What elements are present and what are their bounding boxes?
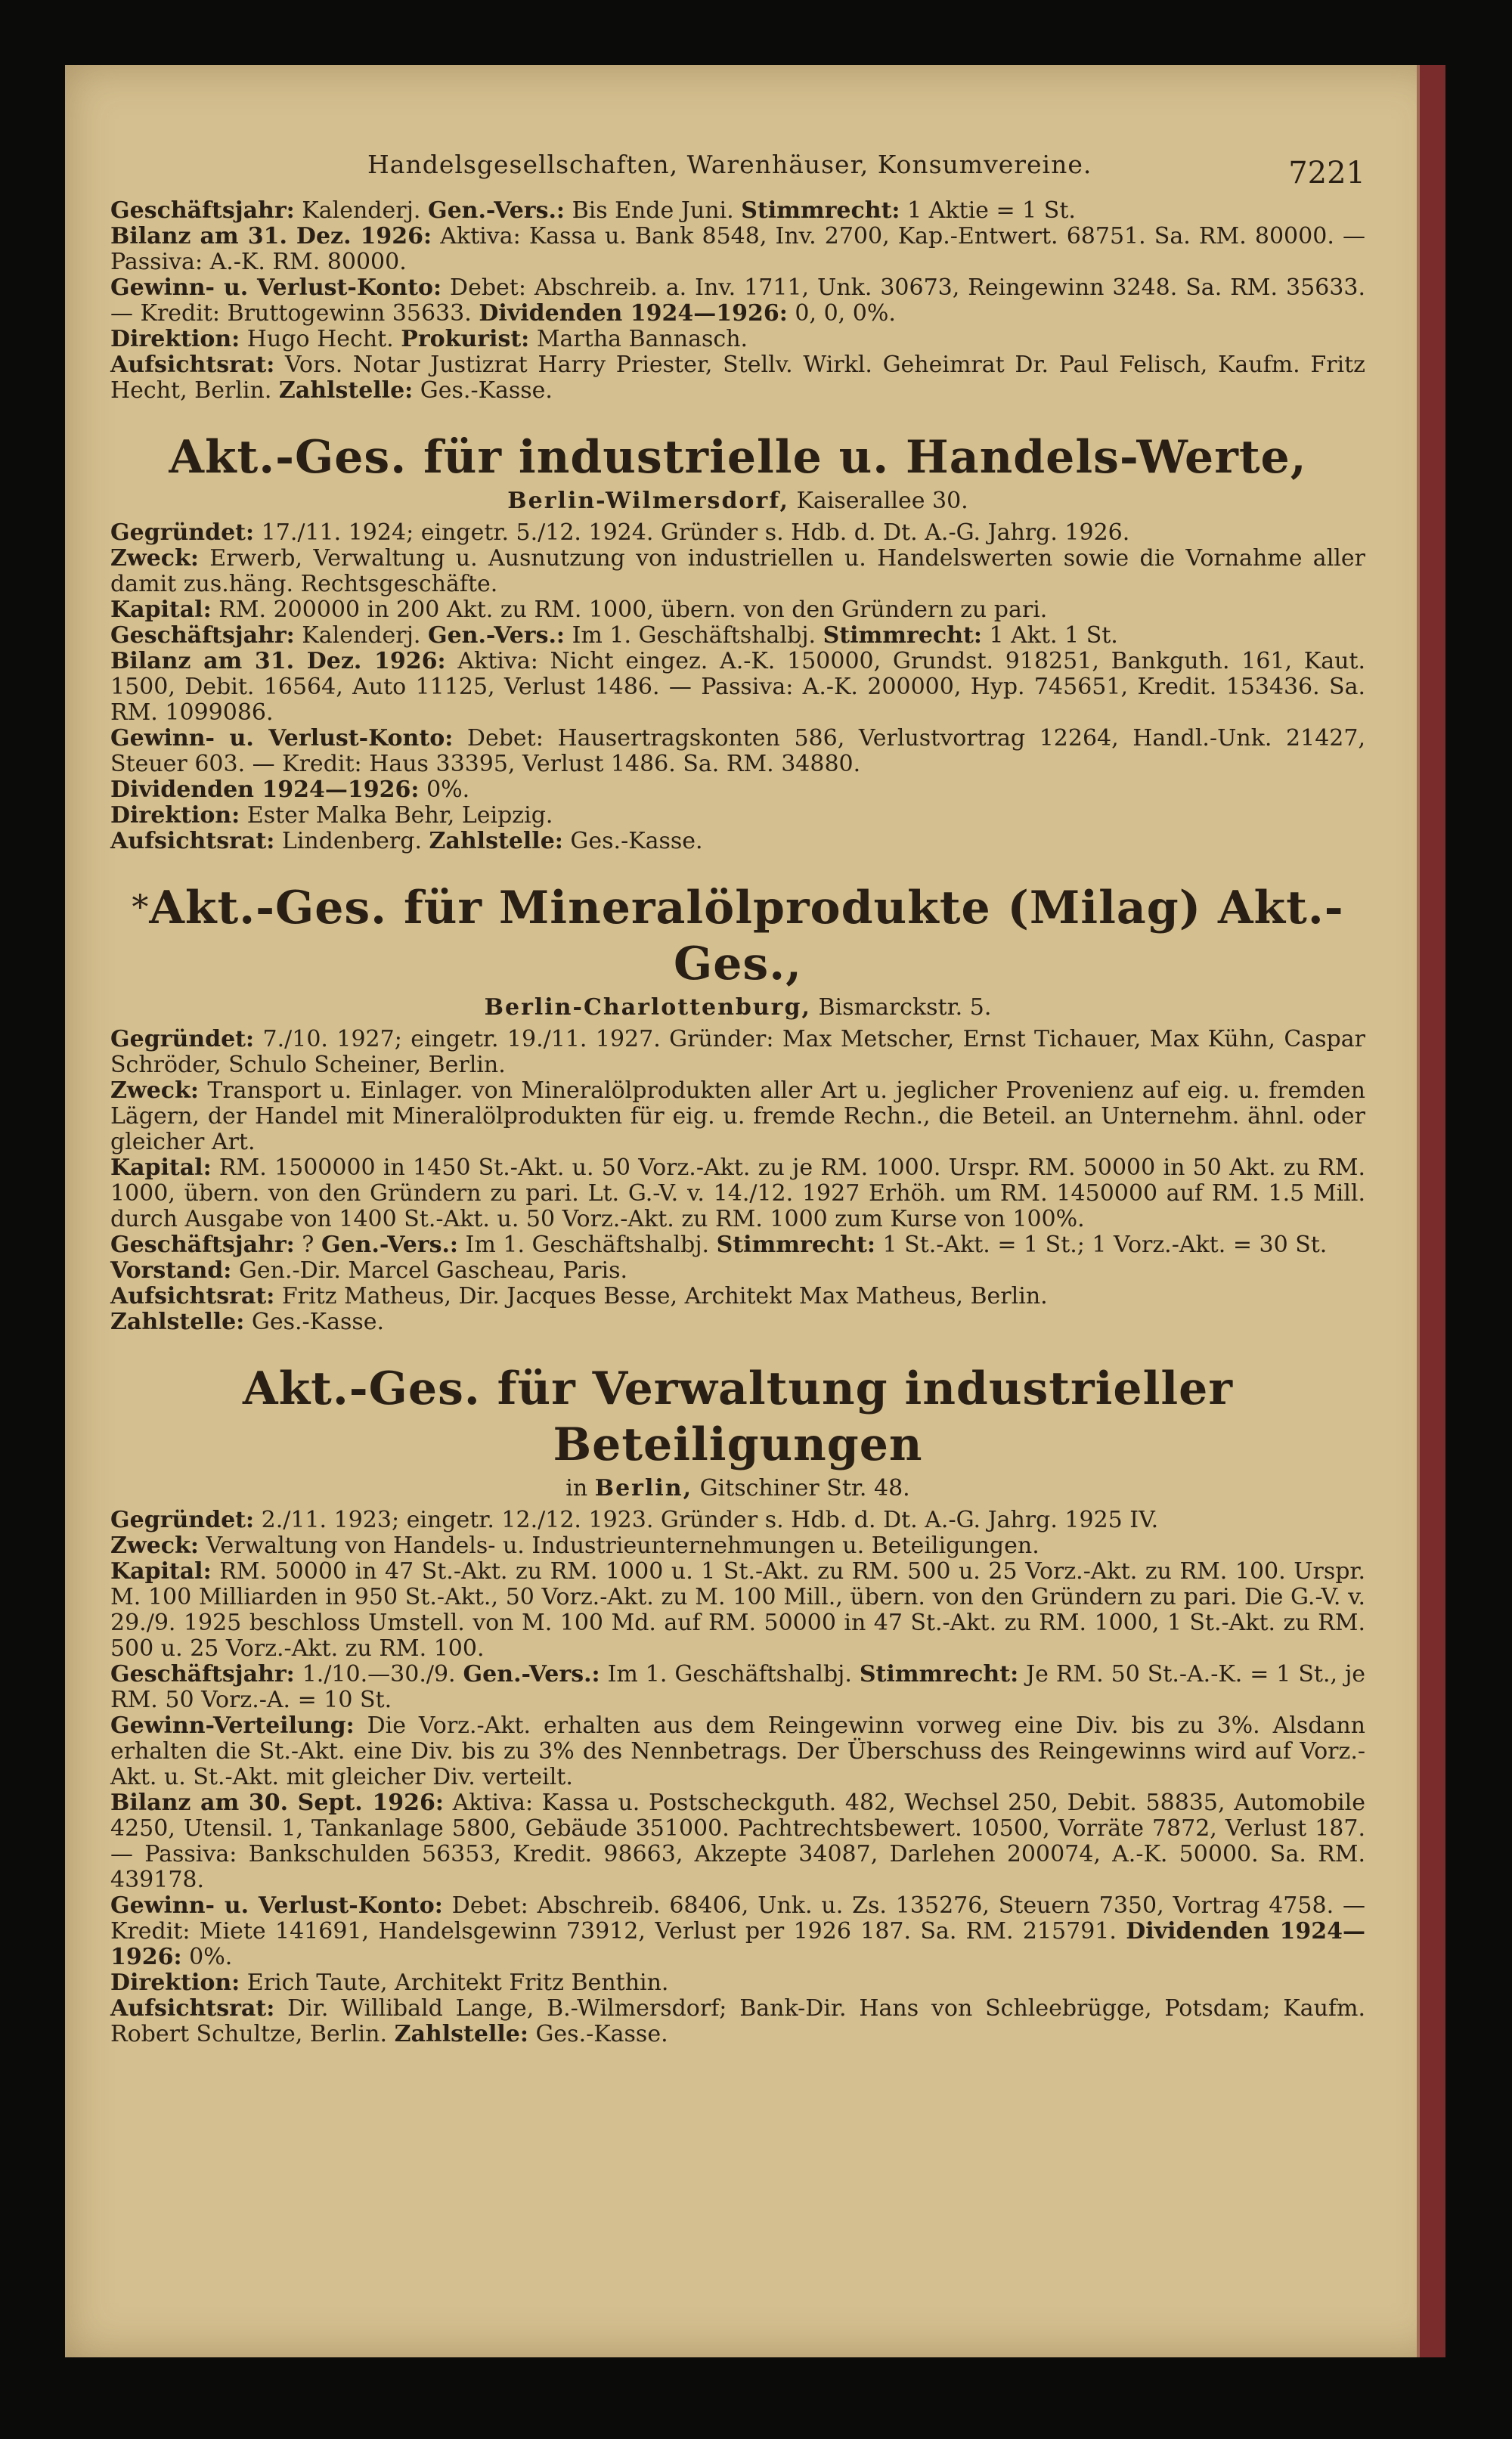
entry1-zweck: Zweck: Erwerb, Verwaltung u. Ausnutzung von industriellen u. Handelswerten sowie die Vornahme aller damit zus.häng. Rechtsgeschäfte.	[110, 545, 1365, 597]
entry1-bilanz: Bilanz am 31. Dez. 1926: Aktiva: Nicht eingez. A.-K. 150000, Grundst. 918251, Bankguth. 161, Kaut. 1500, Debit. 16564, Auto 11125, Verlust 1486. — Passiva: A.-K. 200000, Hyp. 745651, Kredit. 153436. Sa. RM. 1099086.	[110, 648, 1365, 726]
entry2-kapital: Kapital: RM. 1500000 in 1450 St.-Akt. u. 50 Vorz.-Akt. zu je RM. 1000. Urspr. RM. 50000 in 50 Akt. zu RM. 1000, übern. von den Gründern zu pari. Lt. G.-V. v. 14./12. 1927 Erhöh. um RM. 1450000 auf RM. 1.5 Mill. durch Ausgabe von 1400 St.-Akt. u. 50 Vorz.-Akt. zu RM. 1000 zum Kurse von 100%.	[110, 1154, 1365, 1232]
entry3-gewinn-verteilung: Gewinn-Verteilung: Die Vorz.-Akt. erhalten aus dem Reingewinn vorweg eine Div. bis zu 3%. Alsdann erhalten die St.-Akt. eine Div. bis zu 3% des Nennbetrags. Der Überschuss des Reingewinns wird auf Vorz.-Akt. u. St.-Akt. mit gleicher Div. verteilt.	[110, 1712, 1365, 1790]
entry2-gegruendet: Gegründet: 7./10. 1927; eingetr. 19./11. 1927. Gründer: Max Metscher, Ernst Tichauer, Max Kühn, Caspar Schröder, Schulo Scheiner, Berlin.	[110, 1026, 1365, 1078]
entry3-title: Akt.-Ges. für Verwaltung industrieller Beteiligungen	[243, 1362, 1233, 1471]
entry1-direktion: Direktion: Ester Malka Behr, Leipzig.	[110, 802, 553, 829]
entry3-zweck: Zweck: Verwaltung von Handels- u. Industrieunternehmungen u. Beteiligungen.	[110, 1533, 1040, 1559]
entry1-gegruendet: Gegründet: 17./11. 1924; eingetr. 5./12. 1924. Gründer s. Hdb. d. Dt. A.-G. Jahrg. 1926.	[110, 519, 1130, 546]
entry0-bilanz: Bilanz am 31. Dez. 1926: Aktiva: Kassa u. Bank 8548, Inv. 2700, Kap.-Entwert. 68751. Sa. RM. 80000. — Passiva: A.-K. RM. 80000.	[110, 223, 1365, 275]
entry3-bilanz: Bilanz am 30. Sept. 1926: Aktiva: Kassa u. Postscheckguth. 482, Wechsel 250, Debit. 58835, Automobile 4250, Utensil. 1, Tankanlage 5800, Gebäude 351000. Pachtrechtsbewert. 10500, Vorräte 7872, Verlust 187. — Passiva: Bankschulden 56353, Kredit. 98663, Akzepte 34087, Darlehen 200074, A.-K. 50000. Sa. RM. 439178.	[110, 1790, 1365, 1893]
entry2-aufsichtsrat: Aufsichtsrat: Fritz Matheus, Dir. Jacques Besse, Architekt Max Matheus, Berlin.	[110, 1283, 1048, 1309]
entry-industrielle-handelswerte	[110, 429, 1365, 854]
entry2-zahlstelle: Zahlstelle: Ges.-Kasse.	[110, 1309, 385, 1335]
entry1-title: Akt.-Ges. für industrielle u. Handels-Werte,	[169, 431, 1307, 484]
entry2-geschaeftsjahr: Geschäftsjahr: ? Gen.-Vers.: Im 1. Geschäftshalbj. Stimmrecht: 1 St.-Akt. = 1 St.; 1 Vorz.-Akt. = 30 St.	[110, 1232, 1328, 1258]
entry2-zweck: Zweck: Transport u. Einlager. von Mineralölprodukten aller Art u. jeglicher Provenienz auf eig. u. fremden Lägern, der Handel mit Mineralölprodukten für eig. u. fremde Rechn., die Beteil. an Unternehm. ähnl. oder gleicher Art.	[110, 1077, 1365, 1155]
entry0-geschaeftsjahr: Geschäftsjahr: Kalenderj. Gen.-Vers.: Bis Ende Juni. Stimmrecht: 1 Aktie = 1 St.	[110, 197, 1076, 224]
entry3-gegruendet: Gegründet: 2./11. 1923; eingetr. 12./12. 1923. Gründer s. Hdb. d. Dt. A.-G. Jahrg. 1925 IV.	[110, 1507, 1159, 1533]
entry-verwaltung-beteiligungen	[110, 1361, 1365, 2047]
page-content	[110, 119, 1365, 2047]
entry1-geschaeftsjahr: Geschäftsjahr: Kalenderj. Gen.-Vers.: Im 1. Geschäftshalbj. Stimmrecht: 1 Akt. 1 St.	[110, 622, 1118, 649]
entry1-kapital: Kapital: RM. 200000 in 200 Akt. zu RM. 1000, übern. von den Gründern zu pari.	[110, 597, 1048, 623]
entry0-direktion: Direktion: Hugo Hecht. Prokurist: Martha Bannasch.	[110, 326, 748, 352]
entry-continuation	[110, 198, 1365, 404]
book-binding	[1420, 65, 1445, 2357]
page-number: 7221	[1288, 156, 1365, 191]
scanned-page	[65, 65, 1445, 2357]
entry0-aufsichtsrat: Aufsichtsrat: Vors. Notar Justizrat Harry Priester, Stellv. Wirkl. Geheimrat Dr. Paul Felisch, Kaufm. Fritz Hecht, Berlin. Zahlstelle: Ges.-Kasse.	[110, 352, 1365, 404]
entry3-direktion: Direktion: Erich Taute, Architekt Fritz Benthin.	[110, 1969, 669, 1996]
entry-mineraloelprodukte	[110, 880, 1365, 1335]
entry1-location: Berlin-Wilmersdorf, Kaiserallee 30.	[507, 488, 968, 514]
entry3-location: in Berlin, Gitschiner Str. 48.	[565, 1475, 910, 1502]
entry1-gewinn-verlust: Gewinn- u. Verlust-Konto: Debet: Hausertragskonten 586, Verlustvortrag 12264, Handl.-Unk. 21427, Steuer 603. — Kredit: Haus 33395, Verlust 1486. Sa. RM. 34880.	[110, 725, 1365, 777]
entry3-aufsichtsrat: Aufsichtsrat: Dir. Willibald Lange, B.-Wilmersdorf; Bank-Dir. Hans von Schleebrügge, Potsdam; Kaufm. Robert Schultze, Berlin. Zahlstelle: Ges.-Kasse.	[110, 1995, 1365, 2047]
entry0-gewinn-verlust: Gewinn- u. Verlust-Konto: Debet: Abschreib. a. Inv. 1711, Unk. 30673, Reingewinn 3248. Sa. RM. 35633. — Kredit: Bruttogewinn 35633. Dividenden 1924—1926: 0, 0, 0%.	[110, 274, 1365, 327]
entry3-gewinn-verlust: Gewinn- u. Verlust-Konto: Debet: Abschreib. 68406, Unk. u. Zs. 135276, Steuern 7350, Vortrag 4758. — Kredit: Miete 141691, Handelsgewinn 73912, Verlust per 1926 187. Sa. RM. 215791. Dividenden 1924—1926: 0%.	[110, 1892, 1365, 1970]
entry1-dividenden: Dividenden 1924—1926: 0%.	[110, 776, 470, 803]
running-head	[110, 119, 1365, 191]
binding-edge	[1417, 65, 1420, 2357]
entry2-title: *Akt.-Ges. für Mineralölprodukte (Milag) Akt.-Ges.,	[132, 882, 1344, 990]
entry2-location: Berlin-Charlottenburg, Bismarckstr. 5.	[484, 994, 992, 1021]
entry3-kapital: Kapital: RM. 50000 in 47 St.-Akt. zu RM. 1000 u. 1 St.-Akt. zu RM. 500 u. 25 Vorz.-Akt. zu RM. 100. Urspr. M. 100 Milliarden in 950 St.-Akt., 50 Vorz.-Akt. zu M. 100 Mill., übern. von den Gründern zu pari. Die G.-V. v. 29./9. 1925 beschloss Umstell. von M. 100 Md. auf RM. 50000 in 47 St.-Akt. zu RM. 1000, 1 St.-Akt. zu RM. 500 u. 25 Vorz.-Akt. zu RM. 100.	[110, 1558, 1365, 1662]
new-entry-star: *	[132, 888, 150, 927]
entry1-aufsichtsrat: Aufsichtsrat: Lindenberg. Zahlstelle: Ges.-Kasse.	[110, 828, 703, 854]
running-title: Handelsgesellschaften, Warenhäuser, Konsumvereine.	[367, 150, 1092, 179]
entry3-geschaeftsjahr: Geschäftsjahr: 1./10.—30./9. Gen.-Vers.: Im 1. Geschäftshalbj. Stimmrecht: Je RM. 50 St.-A.-K. = 1 St., je RM. 50 Vorz.-A. = 10 St.	[110, 1661, 1366, 1713]
entry2-vorstand: Vorstand: Gen.-Dir. Marcel Gascheau, Paris.	[110, 1257, 628, 1284]
